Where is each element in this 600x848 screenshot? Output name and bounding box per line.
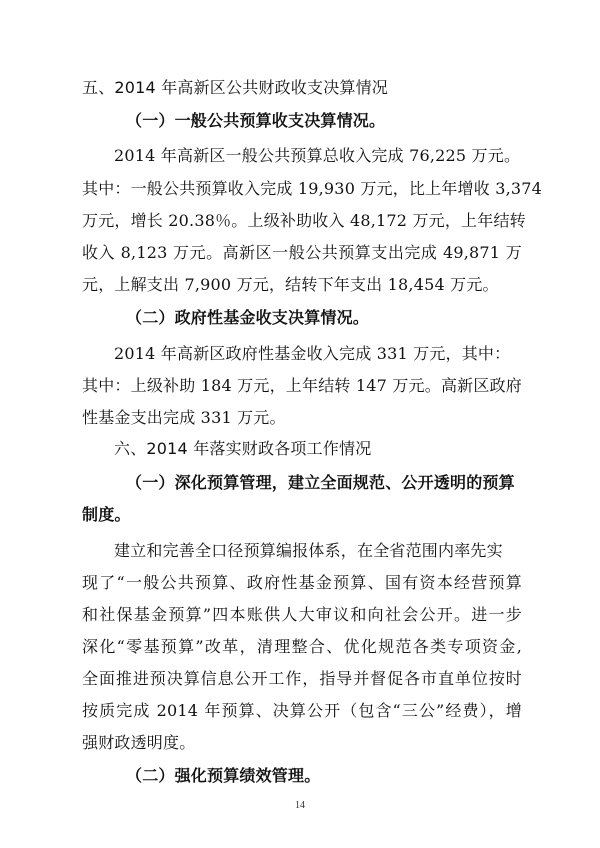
paragraph-line: 深化“零基预算”改革，清理整合、优化规范各类专项资金, — [82, 637, 522, 656]
page-number: 14 — [295, 800, 305, 811]
paragraph-line: 万元，增长 20.38％。上级补助收入 48,172 万元，上年结转 — [82, 211, 526, 230]
paragraph-line: 全面推进预决算信息公开工作，指导并督促各市直单位按时 — [82, 669, 522, 688]
paragraph-line: 建立和完善全口径预算编报体系，在全省范围内率先实 — [114, 541, 503, 560]
paragraph-line: 其中：上级补助 184 万元，上年结转 147 万元。高新区政府 — [82, 376, 522, 395]
paragraph-line: 按质完成 2014 年预算、决算公开（包含“三公”经费），增 — [82, 701, 522, 720]
section-5-sub-1-heading: （一）一般公共预算收支决算情况。 — [126, 111, 386, 130]
section-6-sub-1-heading-cont: 制度。 — [82, 505, 131, 524]
paragraph-line: 其中：一般公共预算收入完成 19,930 万元，比上年增收 3,374 — [82, 179, 543, 198]
paragraph-line: 现了“一般公共预算、政府性基金预算、国有资本经营预算 — [82, 573, 522, 592]
section-6-heading: 六、2014 年落实财政各项工作情况 — [114, 439, 372, 458]
paragraph-line: 2014 年高新区一般公共预算总收入完成 76,225 万元。 — [114, 146, 521, 165]
paragraph-line: 性基金支出完成 331 万元。 — [82, 408, 286, 427]
section-5-heading: 五、2014 年高新区公共财政收支决算情况 — [82, 78, 389, 97]
paragraph-line: 收入 8,123 万元。高新区一般公共预算支出完成 49,871 万 — [82, 243, 522, 262]
paragraph-line: 强财政透明度。 — [82, 733, 196, 752]
section-6-sub-2-heading: （二）强化预算绩效管理。 — [126, 766, 321, 785]
section-5-sub-2-heading: （二）政府性基金收支决算情况。 — [126, 308, 370, 327]
section-6-sub-1-heading: （一）深化预算管理，建立全面规范、公开透明的预算 — [126, 473, 515, 492]
paragraph-line: 和社保基金预算”四本账供人大审议和向社会公开。进一步 — [82, 605, 522, 624]
paragraph-line: 元，上解支出 7,900 万元，结转下年支出 18,454 万元。 — [82, 275, 499, 294]
paragraph-line: 2014 年高新区政府性基金收入完成 331 万元，其中： — [114, 344, 511, 363]
